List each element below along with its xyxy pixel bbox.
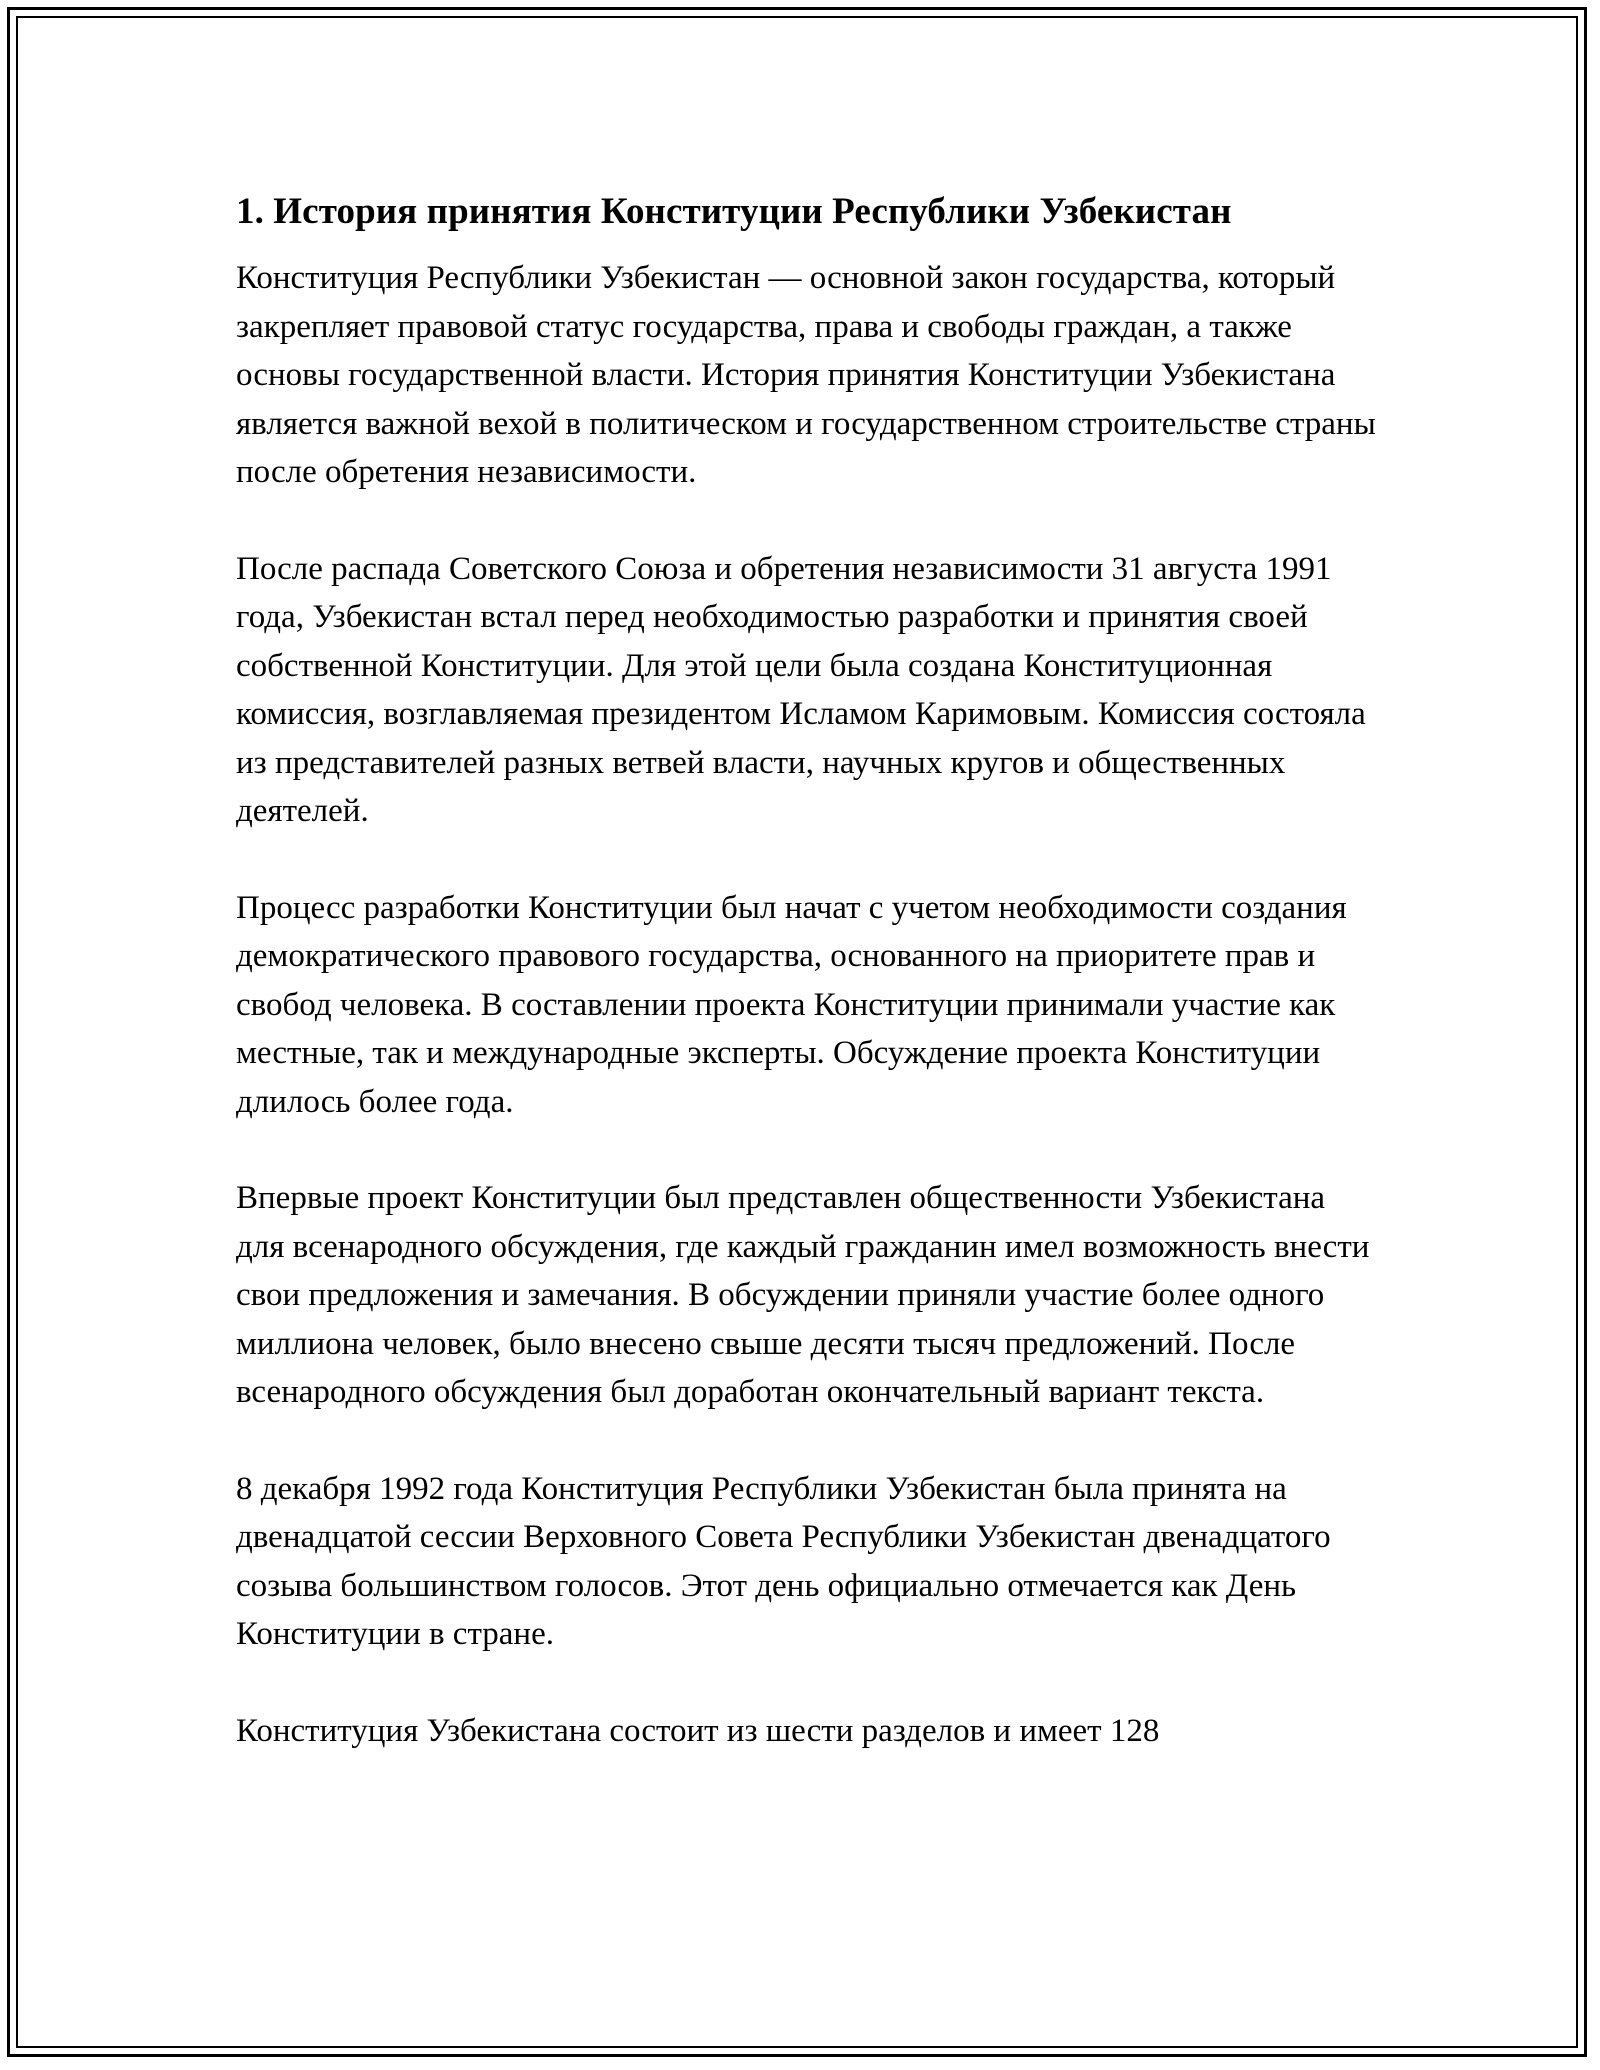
paragraph-drafting: Процесс разработки Конституции был начат с учетом необходимости создания демократического правового государства, основанного на приоритете прав и свобод человека. В составлении проекта Конституции принимали участие как местные, так и международные эксперты. Обсуждение проекта Конституции длилось более года. <box>236 889 1347 1120</box>
document-body <box>236 254 1376 1755</box>
paragraph-adoption: 8 декабря 1992 года Конституция Республики Узбекистан была принята на двенадцатой сессии Верховного Совета Республики Узбекистан двенадцатого созыва большинством голосов. Этот день официально отмечается как День Конституции в стране. <box>236 1470 1331 1652</box>
document-page <box>236 186 1376 1803</box>
paragraph-structure: Конституция Узбекистана состоит из шести разделов и имеет 128 <box>236 1712 1160 1749</box>
paragraph-independence: После распада Советского Союза и обретения независимости 31 августа 1991 года, Узбекистан встал перед необходимостью разработки и принятия своей собственной Конституции. Для этой цели была создана Конституционная комиссия, возглавляемая президентом Исламом Каримовым. Комиссия состояла из представителей разных ветвей власти, научных кругов и общественных деятелей. <box>236 550 1366 829</box>
section-title: 1. История принятия Конституции Республики Узбекистан <box>236 191 1232 232</box>
paragraph-public-discussion: Впервые проект Конституции был представлен общественности Узбекистана для всенародного обсуждения, где каждый гражданин имел возможность внести свои предложения и замечания. В обсуждении приняли участие более одного миллиона человек, было внесено свыше десяти тысяч предложений. После всенародного обсуждения был доработан окончательный вариант текста. <box>236 1180 1370 1410</box>
paragraph-intro: Конституция Республики Узбекистан — основной закон государства, который закрепляет правовой статус государства, права и свободы граждан, а также основы государственной власти. История принятия Конституции Узбекистана является важной вехой в политическом и государственном строительстве страны после обретения независимости. <box>236 260 1376 490</box>
